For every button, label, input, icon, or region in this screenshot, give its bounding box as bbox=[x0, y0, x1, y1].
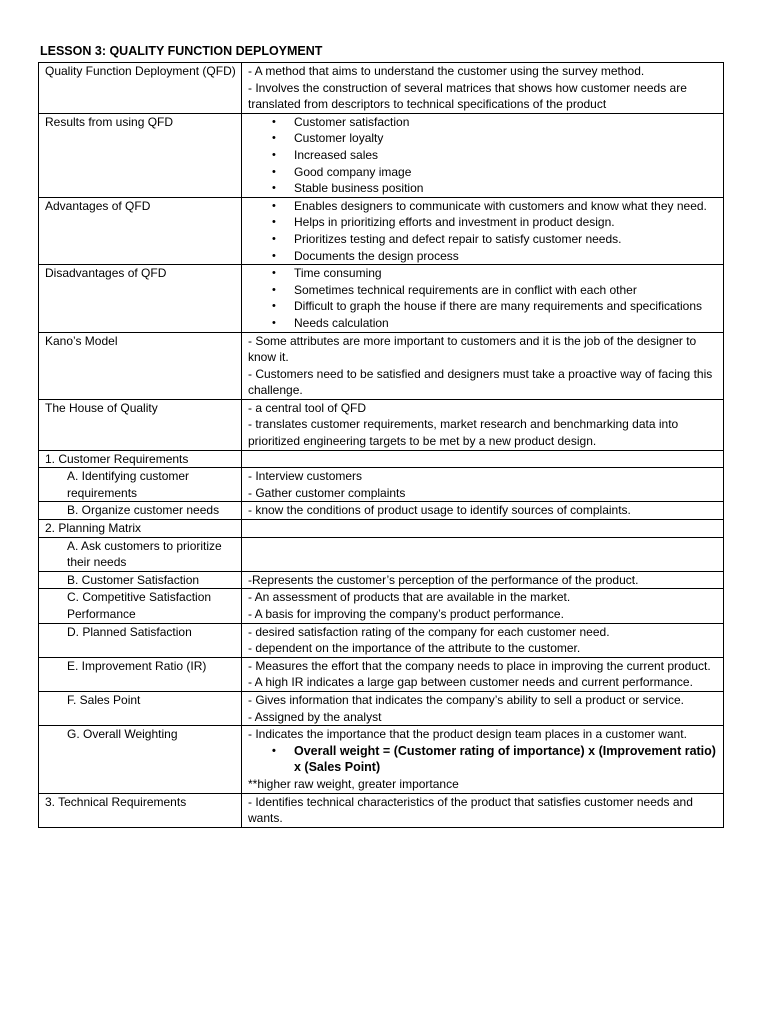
bullet-item: • Enables designers to communicate with customers and know what they need. bbox=[248, 198, 719, 215]
row-label: The House of Quality bbox=[39, 399, 242, 450]
table-body bbox=[39, 63, 724, 828]
row-description bbox=[242, 520, 724, 538]
row-label: F. Sales Point bbox=[39, 691, 242, 725]
table-row bbox=[39, 657, 724, 691]
description-line: - Gather customer complaints bbox=[248, 485, 406, 500]
row-label: B. Organize customer needs bbox=[39, 502, 242, 520]
row-label: B. Customer Satisfaction bbox=[39, 571, 242, 589]
row-label: Kano’s Model bbox=[39, 332, 242, 399]
table-row bbox=[39, 623, 724, 657]
table-row bbox=[39, 589, 724, 623]
row-label: 3. Technical Requirements bbox=[39, 793, 242, 827]
table-row bbox=[39, 726, 724, 793]
table-row bbox=[39, 571, 724, 589]
bullet-list bbox=[248, 198, 719, 264]
bullet-item: • Sometimes technical requirements are in conflict with each other bbox=[248, 282, 719, 299]
table-row bbox=[39, 399, 724, 450]
row-label: 2. Planning Matrix bbox=[39, 520, 242, 538]
formula-item: • Overall weight = (Customer rating of importance) x (Improvement ratio) x (Sales Point) bbox=[248, 743, 719, 776]
row-label: D. Planned Satisfaction bbox=[39, 623, 242, 657]
formula-list bbox=[248, 743, 719, 776]
description-line: - Assigned by the analyst bbox=[248, 709, 382, 724]
table-row bbox=[39, 332, 724, 399]
row-description bbox=[242, 265, 724, 332]
description-line: - A basis for improving the company’s product performance. bbox=[248, 607, 564, 621]
row-label: C. Competitive Satisfaction Performance bbox=[39, 589, 242, 623]
note-line: **higher raw weight, greater importance bbox=[248, 776, 459, 791]
description-line: - A high IR indicates a large gap between customer needs and current performance. bbox=[248, 675, 693, 690]
description-line: - An assessment of products that are available in the market. bbox=[248, 590, 571, 605]
row-description bbox=[242, 793, 724, 827]
row-label: 1. Customer Requirements bbox=[39, 450, 242, 468]
row-description bbox=[242, 399, 724, 450]
description-line: - a central tool of QFD bbox=[248, 400, 367, 415]
description-line: - A method that aims to understand the customer using the survey method. bbox=[248, 64, 645, 78]
row-description bbox=[242, 726, 724, 793]
row-description bbox=[242, 113, 724, 197]
bullet-item: • Customer satisfaction bbox=[248, 114, 719, 131]
row-label: G. Overall Weighting bbox=[39, 726, 242, 793]
description-line: - dependent on the importance of the attribute to the customer. bbox=[248, 641, 581, 656]
table-row bbox=[39, 691, 724, 725]
bullet-item: • Time consuming bbox=[248, 265, 719, 282]
row-label: A. Identifying customer requirements bbox=[39, 468, 242, 502]
row-description bbox=[242, 63, 724, 114]
row-description bbox=[242, 332, 724, 399]
bullet-list bbox=[248, 265, 719, 331]
row-label: A. Ask customers to prioritize their needs bbox=[39, 537, 242, 571]
description-line: - translates customer requirements, market research and benchmarking data into prioritized engineering targets to be met by a new product design. bbox=[248, 417, 679, 449]
description-line: - Interview customers bbox=[248, 469, 363, 484]
row-label: E. Improvement Ratio (IR) bbox=[39, 657, 242, 691]
row-description bbox=[242, 468, 724, 502]
table-row bbox=[39, 502, 724, 520]
bullet-item: • Needs calculation bbox=[248, 315, 719, 332]
table-row bbox=[39, 468, 724, 502]
table-row bbox=[39, 113, 724, 197]
table-row bbox=[39, 520, 724, 538]
row-description bbox=[242, 537, 724, 571]
page-title: LESSON 3: QUALITY FUNCTION DEPLOYMENT bbox=[40, 44, 323, 58]
row-description bbox=[242, 691, 724, 725]
table-row bbox=[39, 537, 724, 571]
row-label: Disadvantages of QFD bbox=[39, 265, 242, 332]
bullet-list bbox=[248, 114, 719, 197]
row-description bbox=[242, 571, 724, 589]
table-row bbox=[39, 197, 724, 264]
description-line: - Gives information that indicates the company’s ability to sell a product or service. bbox=[248, 692, 684, 707]
row-description bbox=[242, 623, 724, 657]
description-line: - Customers need to be satisfied and designers must take a proactive way of facing this challenge. bbox=[248, 366, 713, 398]
row-label: Advantages of QFD bbox=[39, 197, 242, 264]
bullet-item: • Good company image bbox=[248, 164, 719, 181]
qfd-table bbox=[38, 62, 724, 828]
table-row bbox=[39, 450, 724, 468]
bullet-item: • Helps in prioritizing efforts and investment in product design. bbox=[248, 214, 719, 231]
bullet-item: • Prioritizes testing and defect repair to satisfy customer needs. bbox=[248, 231, 719, 248]
description-line: -Represents the customer’s perception of the performance of the product. bbox=[248, 572, 639, 587]
description-line: - know the conditions of product usage to identify sources of complaints. bbox=[248, 503, 631, 518]
description-line: - Identifies technical characteristics of the product that satisfies customer needs and wants. bbox=[248, 794, 693, 826]
description-line: - Involves the construction of several matrices that shows how customer needs are translated from descriptors to technical specifications of the product bbox=[248, 80, 687, 112]
bullet-item: • Stable business position bbox=[248, 180, 719, 197]
bullet-item: • Difficult to graph the house if there are many requirements and specifications bbox=[248, 298, 719, 315]
row-description bbox=[242, 502, 724, 520]
description-line: - desired satisfaction rating of the company for each customer need. bbox=[248, 624, 610, 639]
row-label: Quality Function Deployment (QFD) bbox=[39, 63, 242, 114]
description-line: - Some attributes are more important to customers and it is the job of the designer to know it. bbox=[248, 333, 697, 365]
table-row bbox=[39, 793, 724, 827]
table-row bbox=[39, 63, 724, 114]
table-row bbox=[39, 265, 724, 332]
bullet-item: • Documents the design process bbox=[248, 248, 719, 265]
bullet-item: • Increased sales bbox=[248, 147, 719, 164]
row-description bbox=[242, 657, 724, 691]
description-line: - Indicates the importance that the product design team places in a customer want. bbox=[248, 727, 687, 742]
row-description bbox=[242, 450, 724, 468]
row-description bbox=[242, 197, 724, 264]
row-label: Results from using QFD bbox=[39, 113, 242, 197]
bullet-item: • Customer loyalty bbox=[248, 130, 719, 147]
description-line: - Measures the effort that the company needs to place in improving the current product. bbox=[248, 658, 711, 673]
row-description bbox=[242, 589, 724, 623]
